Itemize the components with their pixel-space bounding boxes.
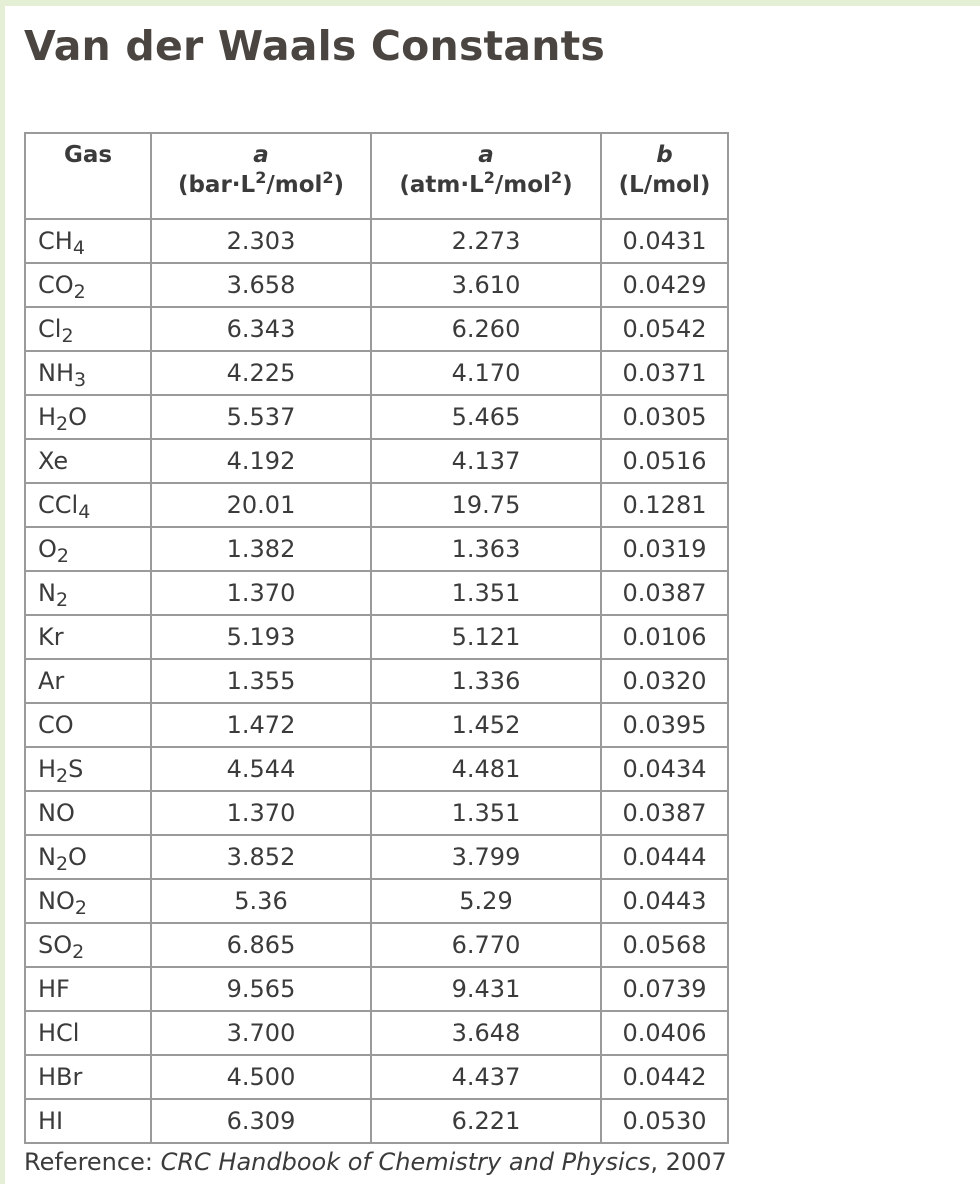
cell-a-bar: 2.303: [151, 219, 371, 263]
cell-b: 0.0530: [601, 1099, 728, 1143]
cell-a-atm: 5.29: [371, 879, 601, 923]
cell-gas: $NO_2$: [25, 879, 151, 923]
cell-a-bar: 1.472: [151, 703, 371, 747]
cell-b: 0.0542: [601, 307, 728, 351]
cell-b: 0.0429: [601, 263, 728, 307]
cell-b: 0.0442: [601, 1055, 728, 1099]
cell-gas: $CO_2$: [25, 263, 151, 307]
reference-source: CRC Handbook of Chemistry and Physics: [160, 1148, 651, 1176]
cell-a-atm: 4.437: [371, 1055, 601, 1099]
table-row: [25, 747, 728, 791]
table-row: [25, 351, 728, 395]
table-row: [25, 307, 728, 351]
cell-b: 0.0568: [601, 923, 728, 967]
table-row: [25, 527, 728, 571]
cell-a-bar: 20.01: [151, 483, 371, 527]
cell-a-bar: 5.36: [151, 879, 371, 923]
cell-b: 0.0305: [601, 395, 728, 439]
cell-a-atm: 1.452: [371, 703, 601, 747]
table-row: [25, 703, 728, 747]
table-row: [25, 835, 728, 879]
header-a-bar: [151, 133, 371, 219]
cell-gas: $H_2S$: [25, 747, 151, 791]
table-body: [25, 219, 728, 1143]
table-header-row: [25, 133, 728, 219]
cell-gas: HCl: [25, 1011, 151, 1055]
cell-a-atm: 3.648: [371, 1011, 601, 1055]
cell-gas: HBr: [25, 1055, 151, 1099]
cell-a-atm: 3.799: [371, 835, 601, 879]
cell-a-atm: 9.431: [371, 967, 601, 1011]
page-top-border: [0, 0, 980, 6]
cell-gas: HI: [25, 1099, 151, 1143]
cell-b: 0.0387: [601, 571, 728, 615]
cell-b: 0.0395: [601, 703, 728, 747]
cell-a-atm: 3.610: [371, 263, 601, 307]
cell-b: 0.0431: [601, 219, 728, 263]
header-a-atm-unit: $(atm\cdot L^2/mol^2)$: [399, 168, 573, 198]
cell-a-atm: 6.221: [371, 1099, 601, 1143]
cell-gas: $O_2$: [25, 527, 151, 571]
table-row: [25, 483, 728, 527]
cell-b: 0.0739: [601, 967, 728, 1011]
cell-a-bar: 1.382: [151, 527, 371, 571]
table-row: [25, 659, 728, 703]
cell-gas: Ar: [25, 659, 151, 703]
cell-gas: $SO_2$: [25, 923, 151, 967]
cell-gas: HF: [25, 967, 151, 1011]
cell-a-atm: 1.351: [371, 571, 601, 615]
cell-a-atm: 19.75: [371, 483, 601, 527]
cell-a-bar: 3.852: [151, 835, 371, 879]
cell-b: 0.0320: [601, 659, 728, 703]
cell-gas: $N_2$: [25, 571, 151, 615]
cell-a-bar: 9.565: [151, 967, 371, 1011]
cell-a-bar: 1.370: [151, 571, 371, 615]
cell-b: 0.0387: [601, 791, 728, 835]
reference-note: Reference: CRC Handbook of Chemistry and Physics, 2007: [24, 1148, 727, 1176]
cell-a-bar: 3.658: [151, 263, 371, 307]
cell-b: 0.1281: [601, 483, 728, 527]
cell-a-atm: 1.336: [371, 659, 601, 703]
cell-b: 0.0371: [601, 351, 728, 395]
cell-b: 0.0106: [601, 615, 728, 659]
cell-a-atm: 4.137: [371, 439, 601, 483]
table-row: [25, 879, 728, 923]
cell-gas: $Cl_2$: [25, 307, 151, 351]
header-gas: Gas: [25, 133, 151, 219]
table-row: [25, 219, 728, 263]
table-row: [25, 615, 728, 659]
cell-a-atm: 1.351: [371, 791, 601, 835]
cell-a-bar: 6.343: [151, 307, 371, 351]
header-a-atm-symbol: a: [478, 142, 494, 168]
page-left-border: [0, 0, 5, 1184]
cell-gas: $CH_4$: [25, 219, 151, 263]
cell-b: 0.0444: [601, 835, 728, 879]
cell-a-bar: 3.700: [151, 1011, 371, 1055]
table-row: [25, 791, 728, 835]
cell-a-atm: 5.465: [371, 395, 601, 439]
cell-b: 0.0319: [601, 527, 728, 571]
table-row: [25, 1055, 728, 1099]
cell-a-atm: 2.273: [371, 219, 601, 263]
cell-gas: CO: [25, 703, 151, 747]
cell-a-atm: 4.170: [371, 351, 601, 395]
cell-gas: $H_2O$: [25, 395, 151, 439]
table-row: [25, 263, 728, 307]
cell-a-bar: 4.500: [151, 1055, 371, 1099]
table-row: [25, 1099, 728, 1143]
cell-gas: Kr: [25, 615, 151, 659]
table-row: [25, 571, 728, 615]
cell-a-bar: 1.355: [151, 659, 371, 703]
table-row: [25, 439, 728, 483]
header-a-bar-symbol: a: [253, 142, 269, 168]
cell-a-bar: 4.544: [151, 747, 371, 791]
table-row: [25, 967, 728, 1011]
table-row: [25, 923, 728, 967]
header-b: [601, 133, 728, 219]
header-b-symbol: b: [656, 142, 673, 168]
header-b-unit: (L/mol): [618, 172, 711, 198]
cell-a-bar: 6.865: [151, 923, 371, 967]
table-row: [25, 395, 728, 439]
cell-b: 0.0516: [601, 439, 728, 483]
van-der-waals-table: [24, 132, 729, 1144]
cell-gas: $NH_3$: [25, 351, 151, 395]
page-title: Van der Waals Constants: [24, 22, 606, 70]
cell-a-bar: 6.309: [151, 1099, 371, 1143]
cell-a-bar: 4.192: [151, 439, 371, 483]
cell-b: 0.0406: [601, 1011, 728, 1055]
cell-a-atm: 1.363: [371, 527, 601, 571]
cell-gas: $N_2O$: [25, 835, 151, 879]
cell-a-atm: 5.121: [371, 615, 601, 659]
cell-b: 0.0443: [601, 879, 728, 923]
cell-a-bar: 4.225: [151, 351, 371, 395]
cell-b: 0.0434: [601, 747, 728, 791]
cell-a-atm: 4.481: [371, 747, 601, 791]
header-a-bar-unit: $(bar\cdot L^2/mol^2)$: [177, 168, 345, 198]
cell-gas: NO: [25, 791, 151, 835]
header-a-atm: [371, 133, 601, 219]
cell-a-bar: 5.537: [151, 395, 371, 439]
cell-gas: Xe: [25, 439, 151, 483]
cell-a-atm: 6.260: [371, 307, 601, 351]
cell-a-bar: 5.193: [151, 615, 371, 659]
cell-a-bar: 1.370: [151, 791, 371, 835]
cell-a-atm: 6.770: [371, 923, 601, 967]
cell-gas: CCl$_4$: [25, 483, 151, 527]
table-row: [25, 1011, 728, 1055]
